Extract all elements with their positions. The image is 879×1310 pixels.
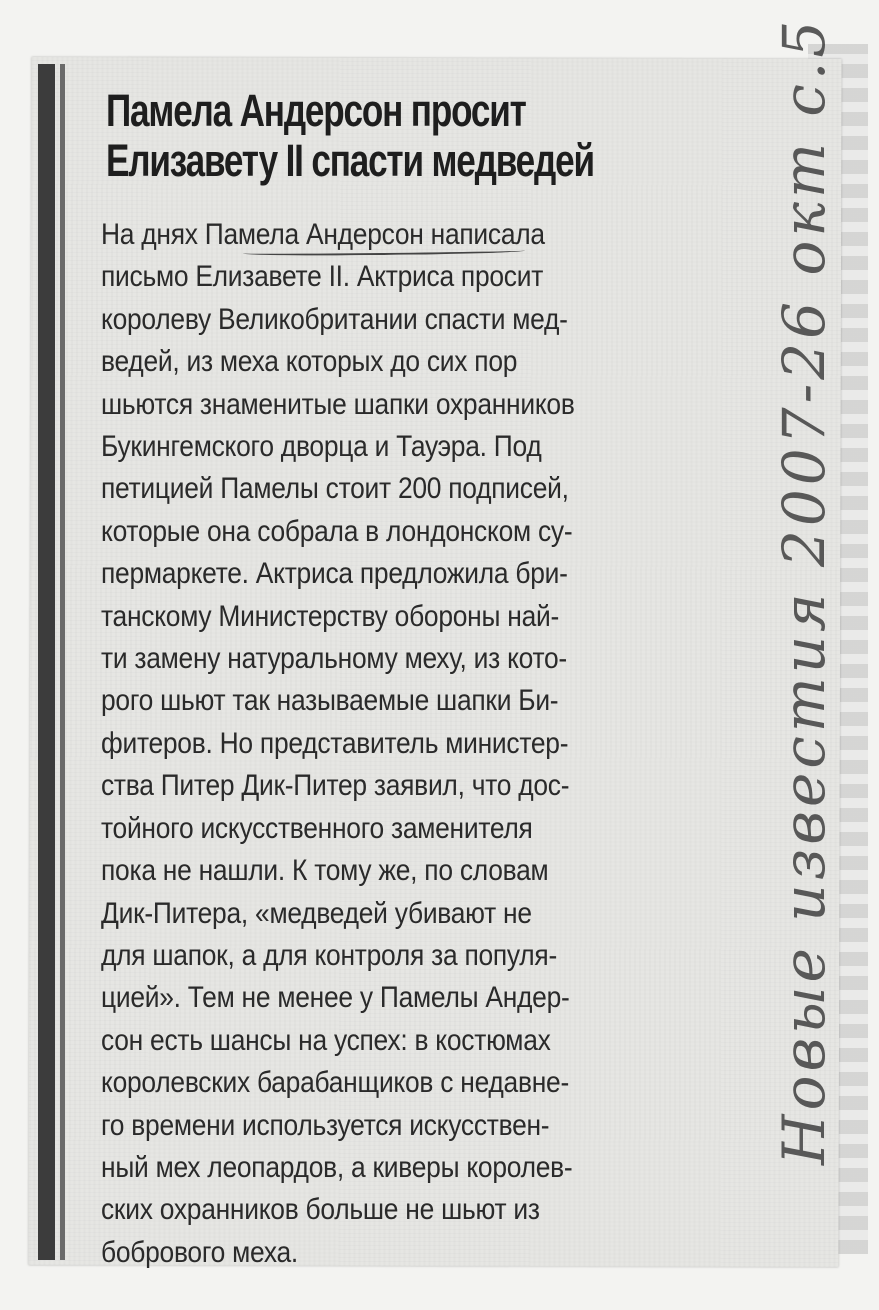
body-line: королеву Великобритании спасти мед- (101, 302, 568, 336)
body-line: ских охранников больше не шьют из (101, 1193, 540, 1227)
article-body (101, 214, 821, 1274)
headline-line-1: Памела Андерсон просит (106, 85, 526, 136)
body-line: шьются знаменитые шапки охранников (101, 387, 575, 421)
body-line: На днях Памела Андерсон написала (101, 218, 545, 251)
body-line: ведей, из меха которых до сих пор (101, 345, 518, 379)
body-line: ный мех леопардов, а киверы королев- (101, 1150, 573, 1184)
body-line: которые она собрала в лондонском су- (101, 514, 573, 548)
body-line: письмо Елизавете II. Актриса просит (101, 260, 544, 294)
vertical-rule (38, 64, 55, 1260)
body-line: бобрового меха. (101, 1235, 298, 1269)
body-line: фитеров. Но представитель министер- (101, 726, 569, 760)
body-line: королевских барабанщиков с недавне- (101, 1066, 570, 1100)
body-line: го времени используется искусствен- (101, 1108, 550, 1142)
handwritten-source-note: Новые известия 2007-26 окт с.5 (770, 16, 838, 1165)
body-line: пока не нашли. К тому же, по словам (101, 854, 549, 888)
body-line: ства Питер Дик-Питер заявил, что дос- (101, 769, 570, 803)
body-line: цией». Тем не менее у Памелы Андер- (101, 981, 570, 1015)
headline-line-2: Елизавету II спасти медведей (106, 135, 594, 186)
body-line: Букингемского дворца и Тауэра. Под (101, 430, 542, 464)
body-line: сон есть шансы на успех: в костюмах (101, 1023, 551, 1057)
vertical-rule-thin (60, 64, 65, 1260)
article-headline (106, 86, 594, 186)
body-line: рого шьют так называемые шапки Би- (101, 684, 559, 718)
body-line: петицией Памелы стоит 200 подписей, (101, 472, 569, 506)
body-line: Дик-Питера, «медведей убивают не (101, 896, 532, 930)
body-line: пермаркете. Актриса предложила бри- (101, 557, 568, 591)
body-line: танскому Министерству обороны най- (101, 599, 560, 633)
body-line: ти замену натуральному меху, из кото- (101, 642, 567, 676)
body-line: для шапок, а для контроля за популя- (101, 938, 557, 972)
body-line: тойного искусственного заменителя (101, 811, 533, 845)
